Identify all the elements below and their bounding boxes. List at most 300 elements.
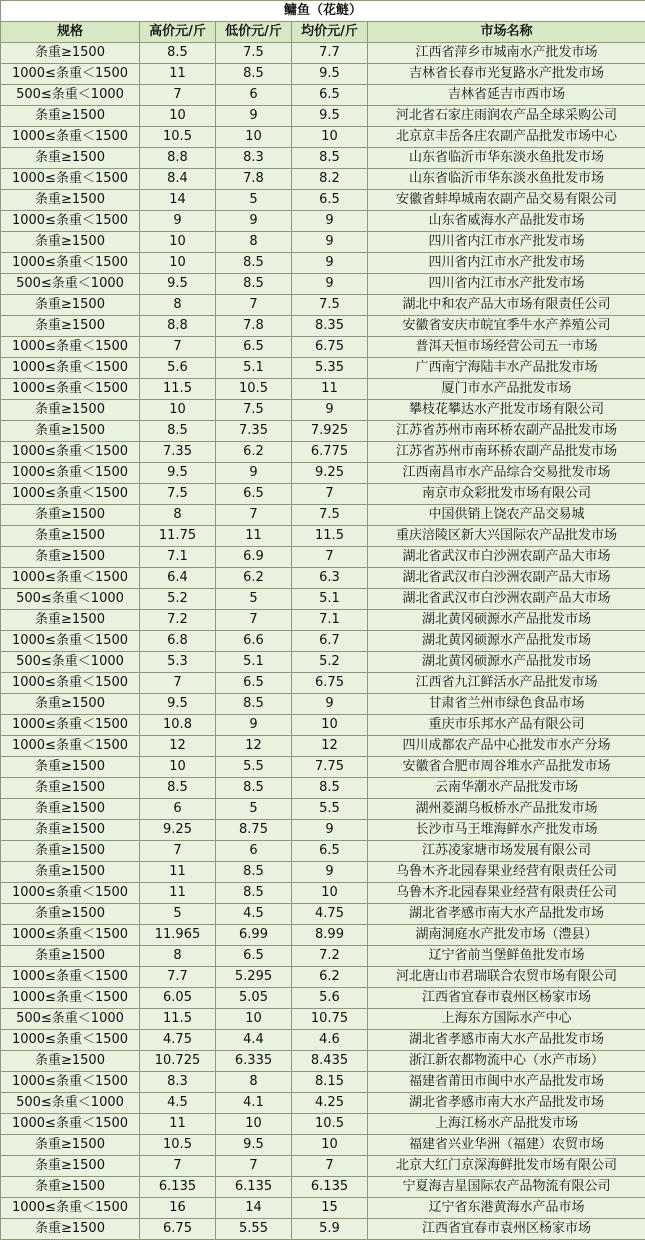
cell-market-name: 吉林省长春市光复路水产批发市场 <box>368 64 645 85</box>
cell-spec: 500≤条重＜1000 <box>1 589 140 610</box>
table-row <box>1 1072 645 1093</box>
cell-spec: 条重≥1500 <box>1 1135 140 1156</box>
cell-avg-price: 7 <box>292 484 368 505</box>
cell-avg-price: 7.2 <box>292 946 368 967</box>
cell-avg-price: 11.5 <box>292 526 368 547</box>
cell-avg-price: 9.5 <box>292 106 368 127</box>
cell-market-name: 乌鲁木齐北园春果业经营有限责任公司 <box>368 883 645 904</box>
table-row <box>1 442 645 463</box>
cell-avg-price: 10 <box>292 883 368 904</box>
cell-high-price: 10.5 <box>140 127 216 148</box>
cell-avg-price: 6.75 <box>292 337 368 358</box>
cell-low-price: 7.8 <box>216 169 292 190</box>
cell-high-price: 7.5 <box>140 484 216 505</box>
cell-low-price: 6.99 <box>216 925 292 946</box>
table-row <box>1 568 645 589</box>
cell-low-price: 8.75 <box>216 820 292 841</box>
table-row <box>1 673 645 694</box>
cell-avg-price: 7.1 <box>292 610 368 631</box>
cell-market-name: 江苏省苏州市南环桥农副产品批发市场 <box>368 442 645 463</box>
cell-high-price: 10 <box>140 253 216 274</box>
cell-low-price: 8.5 <box>216 64 292 85</box>
cell-market-name: 江西省萍乡市城南水产批发市场 <box>368 43 645 64</box>
table-row <box>1 631 645 652</box>
cell-market-name: 江西省宜春市袁州区杨家市场 <box>368 988 645 1009</box>
cell-high-price: 7.35 <box>140 442 216 463</box>
cell-low-price: 7 <box>216 610 292 631</box>
table-row <box>1 64 645 85</box>
cell-spec: 1000≤条重＜1500 <box>1 169 140 190</box>
cell-high-price: 9.5 <box>140 694 216 715</box>
cell-market-name: 云南华潮水产品批发市场 <box>368 778 645 799</box>
cell-avg-price: 8.2 <box>292 169 368 190</box>
cell-avg-price: 5.9 <box>292 1219 368 1240</box>
cell-low-price: 7 <box>216 1156 292 1177</box>
cell-high-price: 14 <box>140 190 216 211</box>
table-row <box>1 1093 645 1114</box>
cell-spec: 1000≤条重＜1500 <box>1 358 140 379</box>
cell-low-price: 7 <box>216 295 292 316</box>
cell-spec: 1000≤条重＜1500 <box>1 1030 140 1051</box>
table-row <box>1 1135 645 1156</box>
cell-market-name: 福建省莆田市闽中水产品批发市场 <box>368 1072 645 1093</box>
cell-high-price: 12 <box>140 736 216 757</box>
cell-spec: 1000≤条重＜1500 <box>1 1072 140 1093</box>
cell-market-name: 湖北黄冈硕源水产品批发市场 <box>368 631 645 652</box>
cell-high-price: 11.5 <box>140 379 216 400</box>
table-body <box>1 43 645 1240</box>
cell-low-price: 8.5 <box>216 862 292 883</box>
cell-high-price: 10.8 <box>140 715 216 736</box>
cell-market-name: 安徽省安庆市皖宜季牛水产养殖公司 <box>368 316 645 337</box>
cell-avg-price: 10 <box>292 715 368 736</box>
table-row <box>1 358 645 379</box>
cell-market-name: 辽宁省东港黄海水产品市场 <box>368 1198 645 1219</box>
table-row <box>1 463 645 484</box>
cell-avg-price: 8.35 <box>292 316 368 337</box>
cell-low-price: 8.5 <box>216 274 292 295</box>
cell-market-name: 南京市众彩批发市场有限公司 <box>368 484 645 505</box>
cell-high-price: 5.2 <box>140 589 216 610</box>
cell-market-name: 河北唐山市君瑞联合农贸市场有限公司 <box>368 967 645 988</box>
cell-market-name: 厦门市水产品批发市场 <box>368 379 645 400</box>
cell-market-name: 河北省石家庄雨润农产品全球采购公司 <box>368 106 645 127</box>
cell-market-name: 四川省内江市水产批发市场 <box>368 253 645 274</box>
cell-spec: 条重≥1500 <box>1 43 140 64</box>
cell-market-name: 北京大红门京深海鲜批发市场有限公司 <box>368 1156 645 1177</box>
cell-market-name: 北京京丰岳各庄农副产品批发市场中心 <box>368 127 645 148</box>
cell-high-price: 9 <box>140 211 216 232</box>
cell-spec: 条重≥1500 <box>1 946 140 967</box>
cell-spec: 条重≥1500 <box>1 610 140 631</box>
cell-market-name: 湖北中和农产品大市场有限责任公司 <box>368 295 645 316</box>
cell-avg-price: 6.75 <box>292 673 368 694</box>
cell-low-price: 8 <box>216 1072 292 1093</box>
cell-low-price: 4.5 <box>216 904 292 925</box>
header-market-name: 市场名称 <box>368 22 645 43</box>
cell-high-price: 5.6 <box>140 358 216 379</box>
table-row <box>1 589 645 610</box>
table-row <box>1 841 645 862</box>
cell-spec: 1000≤条重＜1500 <box>1 883 140 904</box>
cell-low-price: 6.5 <box>216 337 292 358</box>
cell-spec: 条重≥1500 <box>1 547 140 568</box>
cell-low-price: 6.2 <box>216 442 292 463</box>
cell-low-price: 5.55 <box>216 1219 292 1240</box>
table-row <box>1 148 645 169</box>
cell-avg-price: 4.25 <box>292 1093 368 1114</box>
cell-avg-price: 7.7 <box>292 43 368 64</box>
cell-avg-price: 8.435 <box>292 1051 368 1072</box>
table-row <box>1 316 645 337</box>
cell-spec: 条重≥1500 <box>1 400 140 421</box>
cell-spec: 条重≥1500 <box>1 799 140 820</box>
cell-high-price: 11 <box>140 883 216 904</box>
cell-spec: 500≤条重＜1000 <box>1 85 140 106</box>
cell-spec: 1000≤条重＜1500 <box>1 967 140 988</box>
cell-market-name: 湖北省孝感市南大水产品批发市场 <box>368 1030 645 1051</box>
table-row <box>1 43 645 64</box>
cell-low-price: 9 <box>216 211 292 232</box>
cell-avg-price: 6.135 <box>292 1177 368 1198</box>
cell-high-price: 11.965 <box>140 925 216 946</box>
cell-avg-price: 9 <box>292 211 368 232</box>
table-row <box>1 127 645 148</box>
cell-avg-price: 9 <box>292 400 368 421</box>
cell-spec: 条重≥1500 <box>1 841 140 862</box>
header-avg-price: 均价元/斤 <box>292 22 368 43</box>
cell-market-name: 上海江杨水产品批发市场 <box>368 1114 645 1135</box>
cell-spec: 条重≥1500 <box>1 505 140 526</box>
table-row <box>1 757 645 778</box>
table-row <box>1 295 645 316</box>
cell-low-price: 5 <box>216 589 292 610</box>
table-row <box>1 988 645 1009</box>
cell-avg-price: 6.5 <box>292 841 368 862</box>
table-row <box>1 694 645 715</box>
table-row <box>1 883 645 904</box>
cell-avg-price: 8.5 <box>292 778 368 799</box>
cell-avg-price: 10.5 <box>292 1114 368 1135</box>
cell-low-price: 10 <box>216 127 292 148</box>
cell-high-price: 4.75 <box>140 1030 216 1051</box>
cell-spec: 条重≥1500 <box>1 862 140 883</box>
cell-low-price: 4.4 <box>216 1030 292 1051</box>
table-row <box>1 967 645 988</box>
cell-high-price: 7 <box>140 337 216 358</box>
cell-avg-price: 9 <box>292 820 368 841</box>
cell-market-name: 江苏省苏州市南环桥农副产品批发市场 <box>368 421 645 442</box>
table-row <box>1 505 645 526</box>
cell-high-price: 11.5 <box>140 1009 216 1030</box>
cell-avg-price: 9 <box>292 253 368 274</box>
table-row <box>1 169 645 190</box>
cell-avg-price: 7.5 <box>292 505 368 526</box>
cell-high-price: 8.8 <box>140 316 216 337</box>
table-row <box>1 337 645 358</box>
title-row <box>1 1 645 22</box>
cell-low-price: 7.5 <box>216 43 292 64</box>
cell-spec: 1000≤条重＜1500 <box>1 631 140 652</box>
table-row <box>1 946 645 967</box>
cell-low-price: 8.5 <box>216 253 292 274</box>
cell-market-name: 湖北省武汉市白沙洲农副产品大市场 <box>368 547 645 568</box>
table-row <box>1 253 645 274</box>
cell-low-price: 10 <box>216 1009 292 1030</box>
cell-spec: 条重≥1500 <box>1 1051 140 1072</box>
cell-low-price: 14 <box>216 1198 292 1219</box>
cell-market-name: 山东省临沂市华东淡水鱼批发市场 <box>368 148 645 169</box>
cell-market-name: 湖南洞庭水产批发市场（澧县） <box>368 925 645 946</box>
cell-avg-price: 7.75 <box>292 757 368 778</box>
cell-market-name: 山东省临沂市华东淡水鱼批发市场 <box>368 169 645 190</box>
cell-market-name: 广西南宁海陆丰水产品批发市场 <box>368 358 645 379</box>
cell-high-price: 6.8 <box>140 631 216 652</box>
cell-high-price: 10.5 <box>140 1135 216 1156</box>
cell-market-name: 四川省内江市水产批发市场 <box>368 232 645 253</box>
table-row <box>1 1114 645 1135</box>
cell-market-name: 长沙市马王堆海鲜水产批发市场 <box>368 820 645 841</box>
cell-market-name: 四川成都农产品中心批发市水产分场 <box>368 736 645 757</box>
cell-low-price: 5.5 <box>216 757 292 778</box>
cell-spec: 1000≤条重＜1500 <box>1 715 140 736</box>
cell-low-price: 6.2 <box>216 568 292 589</box>
cell-high-price: 9.5 <box>140 463 216 484</box>
cell-low-price: 7.35 <box>216 421 292 442</box>
table-row <box>1 904 645 925</box>
cell-spec: 1000≤条重＜1500 <box>1 484 140 505</box>
cell-high-price: 11.75 <box>140 526 216 547</box>
cell-spec: 500≤条重＜1000 <box>1 1093 140 1114</box>
cell-high-price: 4.5 <box>140 1093 216 1114</box>
cell-market-name: 上海东方国际水产中心 <box>368 1009 645 1030</box>
cell-market-name: 宁夏海吉星国际农产品物流有限公司 <box>368 1177 645 1198</box>
cell-low-price: 6 <box>216 841 292 862</box>
cell-spec: 条重≥1500 <box>1 295 140 316</box>
cell-spec: 条重≥1500 <box>1 1177 140 1198</box>
cell-spec: 1000≤条重＜1500 <box>1 64 140 85</box>
cell-spec: 条重≥1500 <box>1 757 140 778</box>
cell-spec: 500≤条重＜1000 <box>1 1009 140 1030</box>
table-row <box>1 736 645 757</box>
cell-market-name: 湖北省武汉市白沙洲农副产品大市场 <box>368 589 645 610</box>
cell-market-name: 山东省威海水产品批发市场 <box>368 211 645 232</box>
cell-avg-price: 12 <box>292 736 368 757</box>
cell-market-name: 江苏凌家塘市场发展有限公司 <box>368 841 645 862</box>
table-row <box>1 190 645 211</box>
cell-avg-price: 6.7 <box>292 631 368 652</box>
cell-avg-price: 6.3 <box>292 568 368 589</box>
table-row <box>1 778 645 799</box>
cell-spec: 条重≥1500 <box>1 316 140 337</box>
cell-high-price: 7 <box>140 85 216 106</box>
cell-high-price: 8.5 <box>140 778 216 799</box>
table-row <box>1 925 645 946</box>
cell-high-price: 5 <box>140 904 216 925</box>
table-row <box>1 547 645 568</box>
cell-low-price: 6.6 <box>216 631 292 652</box>
cell-market-name: 安徽省蚌埠城南农副产品交易有限公司 <box>368 190 645 211</box>
cell-spec: 条重≥1500 <box>1 1156 140 1177</box>
cell-high-price: 10 <box>140 232 216 253</box>
cell-high-price: 6 <box>140 799 216 820</box>
cell-avg-price: 7 <box>292 1156 368 1177</box>
cell-market-name: 湖北省武汉市白沙洲农副产品大市场 <box>368 568 645 589</box>
cell-avg-price: 5.35 <box>292 358 368 379</box>
table-row <box>1 379 645 400</box>
cell-spec: 1000≤条重＜1500 <box>1 673 140 694</box>
cell-low-price: 6.9 <box>216 547 292 568</box>
cell-avg-price: 7.925 <box>292 421 368 442</box>
table-row <box>1 421 645 442</box>
cell-market-name: 安徽省合肥市周谷堆水产品批发市场 <box>368 757 645 778</box>
table-title: 鳙鱼（花鲢） <box>1 1 645 22</box>
cell-market-name: 攀枝花攀达水产批发市场有限公司 <box>368 400 645 421</box>
cell-market-name: 湖北省孝感市南大水产品批发市场 <box>368 1093 645 1114</box>
cell-market-name: 重庆市乐邦水产品有限公司 <box>368 715 645 736</box>
cell-spec: 条重≥1500 <box>1 1219 140 1240</box>
cell-high-price: 8 <box>140 505 216 526</box>
cell-avg-price: 9 <box>292 274 368 295</box>
cell-high-price: 7.7 <box>140 967 216 988</box>
cell-spec: 1000≤条重＜1500 <box>1 379 140 400</box>
cell-low-price: 5.1 <box>216 358 292 379</box>
cell-high-price: 8.3 <box>140 1072 216 1093</box>
cell-avg-price: 7.5 <box>292 295 368 316</box>
cell-high-price: 6.135 <box>140 1177 216 1198</box>
cell-market-name: 江西省九江鲜活水产品批发市场 <box>368 673 645 694</box>
cell-high-price: 8 <box>140 946 216 967</box>
cell-avg-price: 9.5 <box>292 64 368 85</box>
cell-market-name: 福建省兴业华洲（福建）农贸市场 <box>368 1135 645 1156</box>
table-row <box>1 1051 645 1072</box>
table-row <box>1 799 645 820</box>
cell-avg-price: 6.5 <box>292 190 368 211</box>
cell-avg-price: 15 <box>292 1198 368 1219</box>
cell-high-price: 6.05 <box>140 988 216 1009</box>
cell-high-price: 9.5 <box>140 274 216 295</box>
table-row <box>1 862 645 883</box>
cell-low-price: 9 <box>216 463 292 484</box>
cell-spec: 条重≥1500 <box>1 232 140 253</box>
cell-spec: 条重≥1500 <box>1 820 140 841</box>
cell-high-price: 8 <box>140 295 216 316</box>
cell-high-price: 10 <box>140 400 216 421</box>
cell-low-price: 7 <box>216 505 292 526</box>
cell-low-price: 7.8 <box>216 316 292 337</box>
cell-spec: 条重≥1500 <box>1 526 140 547</box>
cell-low-price: 6 <box>216 85 292 106</box>
cell-avg-price: 6.775 <box>292 442 368 463</box>
cell-high-price: 9.25 <box>140 820 216 841</box>
cell-market-name: 吉林省延吉市西市场 <box>368 85 645 106</box>
cell-high-price: 7.1 <box>140 547 216 568</box>
cell-market-name: 中国供销上饶农产品交易城 <box>368 505 645 526</box>
cell-spec: 1000≤条重＜1500 <box>1 442 140 463</box>
header-high-price: 高价元/斤 <box>140 22 216 43</box>
cell-spec: 条重≥1500 <box>1 421 140 442</box>
cell-market-name: 辽宁省前当堡鲜鱼批发市场 <box>368 946 645 967</box>
cell-high-price: 11 <box>140 862 216 883</box>
cell-low-price: 5 <box>216 799 292 820</box>
cell-low-price: 6.5 <box>216 673 292 694</box>
header-row <box>1 22 645 43</box>
cell-avg-price: 5.6 <box>292 988 368 1009</box>
cell-avg-price: 9 <box>292 232 368 253</box>
cell-market-name: 四川省内江市水产批发市场 <box>368 274 645 295</box>
cell-low-price: 6.5 <box>216 484 292 505</box>
cell-market-name: 湖北黄冈硕源水产品批发市场 <box>368 610 645 631</box>
cell-high-price: 11 <box>140 64 216 85</box>
cell-low-price: 8.3 <box>216 148 292 169</box>
cell-avg-price: 4.75 <box>292 904 368 925</box>
table-row <box>1 610 645 631</box>
cell-spec: 条重≥1500 <box>1 190 140 211</box>
cell-avg-price: 5.1 <box>292 589 368 610</box>
cell-spec: 条重≥1500 <box>1 148 140 169</box>
cell-low-price: 9 <box>216 715 292 736</box>
cell-high-price: 8.5 <box>140 43 216 64</box>
cell-spec: 1000≤条重＜1500 <box>1 337 140 358</box>
cell-low-price: 5.1 <box>216 652 292 673</box>
cell-spec: 1000≤条重＜1500 <box>1 127 140 148</box>
cell-high-price: 7 <box>140 1156 216 1177</box>
cell-high-price: 8.5 <box>140 421 216 442</box>
cell-spec: 1000≤条重＜1500 <box>1 736 140 757</box>
table-row <box>1 1009 645 1030</box>
table-row <box>1 211 645 232</box>
cell-spec: 1000≤条重＜1500 <box>1 463 140 484</box>
cell-market-name: 湖北黄冈硕源水产品批发市场 <box>368 652 645 673</box>
cell-high-price: 16 <box>140 1198 216 1219</box>
table-row <box>1 274 645 295</box>
cell-market-name: 浙江新农都物流中心（水产市场） <box>368 1051 645 1072</box>
cell-avg-price: 8.99 <box>292 925 368 946</box>
cell-avg-price: 6.5 <box>292 85 368 106</box>
cell-low-price: 11 <box>216 526 292 547</box>
cell-spec: 1000≤条重＜1500 <box>1 1198 140 1219</box>
table-row <box>1 1156 645 1177</box>
cell-high-price: 6.4 <box>140 568 216 589</box>
cell-high-price: 7 <box>140 841 216 862</box>
cell-high-price: 7 <box>140 673 216 694</box>
table-row <box>1 652 645 673</box>
cell-high-price: 8.8 <box>140 148 216 169</box>
cell-spec: 500≤条重＜1000 <box>1 652 140 673</box>
table-row <box>1 820 645 841</box>
cell-low-price: 6.135 <box>216 1177 292 1198</box>
cell-avg-price: 9.25 <box>292 463 368 484</box>
table-row <box>1 85 645 106</box>
cell-spec: 1000≤条重＜1500 <box>1 988 140 1009</box>
cell-low-price: 12 <box>216 736 292 757</box>
cell-spec: 1000≤条重＜1500 <box>1 925 140 946</box>
cell-high-price: 6.75 <box>140 1219 216 1240</box>
cell-low-price: 9 <box>216 106 292 127</box>
cell-avg-price: 5.2 <box>292 652 368 673</box>
cell-avg-price: 5.5 <box>292 799 368 820</box>
table-row <box>1 1219 645 1240</box>
table-row <box>1 484 645 505</box>
header-spec: 规格 <box>1 22 140 43</box>
cell-low-price: 8.5 <box>216 778 292 799</box>
cell-low-price: 10 <box>216 1114 292 1135</box>
table-row <box>1 526 645 547</box>
cell-spec: 条重≥1500 <box>1 904 140 925</box>
table-row <box>1 1198 645 1219</box>
cell-market-name: 甘肃省兰州市绿色食品市场 <box>368 694 645 715</box>
table-row <box>1 106 645 127</box>
